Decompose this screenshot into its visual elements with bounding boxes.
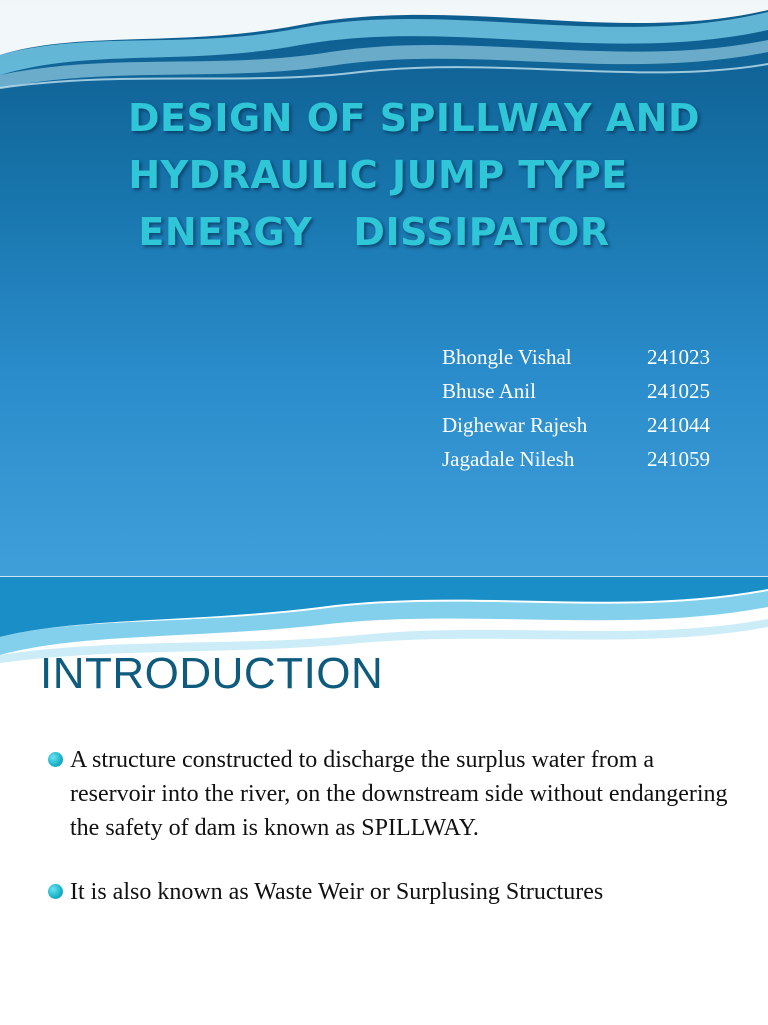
slide-title bbox=[0, 90, 768, 261]
author-row bbox=[442, 374, 710, 408]
author-list bbox=[442, 340, 722, 476]
introduction-slide bbox=[0, 576, 768, 1025]
author-id: 241044 bbox=[647, 413, 710, 437]
author-id: 241025 bbox=[647, 379, 710, 403]
title-line: HYDRAULIC JUMP TYPE bbox=[128, 153, 628, 197]
author-name: Dighewar Rajesh bbox=[442, 413, 588, 437]
title-line: DESIGN OF SPILLWAY AND bbox=[127, 96, 701, 140]
author-id: 241059 bbox=[647, 447, 710, 471]
bullet-text: A structure constructed to discharge the surplus water from a reservoir into the river, on the downstream side without endangering the safety of dam is known as SPILLWAY. bbox=[70, 747, 728, 841]
bullet-list bbox=[48, 743, 738, 909]
bullet-text: It is also known as Waste Weir or Surplusing Structures bbox=[70, 879, 604, 905]
author-name: Jagadale Nilesh bbox=[442, 447, 575, 471]
slide-heading: INTRODUCTION bbox=[40, 649, 384, 698]
author-row bbox=[442, 442, 710, 476]
author-name: Bhuse Anil bbox=[442, 379, 536, 403]
bullet-icon bbox=[48, 884, 63, 899]
author-id: 241023 bbox=[647, 345, 710, 369]
author-row bbox=[442, 340, 710, 374]
author-name: Bhongle Vishal bbox=[442, 345, 572, 369]
bullet-icon bbox=[48, 752, 63, 767]
bullet-item bbox=[48, 875, 738, 909]
bullet-item bbox=[48, 743, 738, 845]
author-row bbox=[442, 408, 710, 442]
title-line: ENERGY DISSIPATOR bbox=[138, 210, 610, 254]
